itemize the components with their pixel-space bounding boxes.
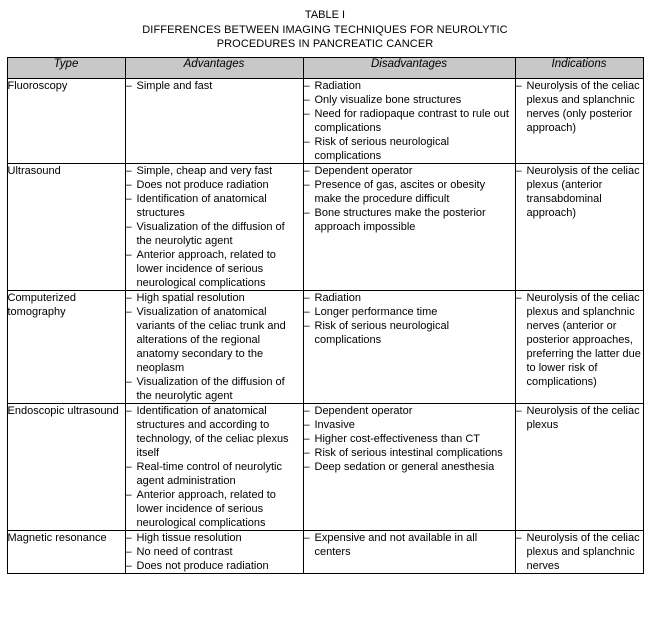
cell-disadvantages bbox=[303, 404, 515, 531]
list-item: – Bone structures make the posterior approach impossible bbox=[304, 206, 515, 234]
indications-list bbox=[516, 291, 643, 389]
list-item: – Identification of anatomical structures and according to technology, of the celiac plexus itself bbox=[126, 404, 303, 460]
list-item: – Risk of serious neurological complications bbox=[304, 319, 515, 347]
list-item: – Does not produce radiation bbox=[126, 559, 303, 573]
disadvantages-list bbox=[304, 291, 515, 347]
list-item: – Deep sedation or general anesthesia bbox=[304, 460, 515, 474]
cell-indications bbox=[515, 79, 643, 164]
comparison-table bbox=[7, 57, 644, 574]
list-item: – High spatial resolution bbox=[126, 291, 303, 305]
disadvantages-list bbox=[304, 404, 515, 474]
list-item: – Neurolysis of the celiac plexus and splanchnic nerves bbox=[516, 531, 643, 573]
table-row bbox=[7, 531, 643, 574]
cell-type: Computerized tomography bbox=[7, 291, 125, 404]
cell-type: Magnetic resonance bbox=[7, 531, 125, 574]
list-item: – High tissue resolution bbox=[126, 531, 303, 545]
list-item: – Neurolysis of the celiac plexus (anterior transabdominal approach) bbox=[516, 164, 643, 220]
list-item: – Only visualize bone structures bbox=[304, 93, 515, 107]
list-item: – Higher cost-effectiveness than CT bbox=[304, 432, 515, 446]
list-item: – Visualization of anatomical variants of the celiac trunk and alterations of the regional anatomy secondary to the neoplasm bbox=[126, 305, 303, 375]
table-number: TABLE I bbox=[304, 9, 346, 21]
cell-advantages bbox=[125, 164, 303, 291]
cell-disadvantages bbox=[303, 531, 515, 574]
indications-list bbox=[516, 79, 643, 135]
indications-list bbox=[516, 531, 643, 573]
list-item: – Simple, cheap and very fast bbox=[126, 164, 303, 178]
list-item: – Longer performance time bbox=[304, 305, 515, 319]
list-item: – Does not produce radiation bbox=[126, 178, 303, 192]
list-item: – Visualization of the diffusion of the neurolytic agent bbox=[126, 375, 303, 403]
cell-indications bbox=[515, 404, 643, 531]
disadvantages-list bbox=[304, 79, 515, 163]
cell-type: Endoscopic ultrasound bbox=[7, 404, 125, 531]
cell-indications bbox=[515, 531, 643, 574]
cell-advantages bbox=[125, 531, 303, 574]
list-item: – Dependent operator bbox=[304, 404, 515, 418]
list-item: – Risk of serious neurological complications bbox=[304, 135, 515, 163]
table-header-row bbox=[7, 58, 643, 79]
column-header-disadvantages: Disadvantages bbox=[303, 58, 515, 79]
list-item: – Simple and fast bbox=[126, 79, 303, 93]
list-item: – Neurolysis of the celiac plexus bbox=[516, 404, 643, 432]
advantages-list bbox=[126, 291, 303, 403]
table-body bbox=[7, 79, 643, 574]
table-caption bbox=[6, 8, 644, 51]
column-header-type: Type bbox=[7, 58, 125, 79]
table-title-line-2: PROCEDURES IN PANCREATIC CANCER bbox=[216, 38, 434, 50]
cell-type: Ultrasound bbox=[7, 164, 125, 291]
cell-type: Fluoroscopy bbox=[7, 79, 125, 164]
list-item: – Invasive bbox=[304, 418, 515, 432]
advantages-list bbox=[126, 79, 303, 93]
cell-disadvantages bbox=[303, 291, 515, 404]
list-item: – Presence of gas, ascites or obesity make the procedure difficult bbox=[304, 178, 515, 206]
list-item: – Identification of anatomical structures bbox=[126, 192, 303, 220]
list-item: – Real-time control of neurolytic agent administration bbox=[126, 460, 303, 488]
disadvantages-list bbox=[304, 164, 515, 234]
list-item: – Expensive and not available in all centers bbox=[304, 531, 515, 559]
table-row bbox=[7, 404, 643, 531]
cell-advantages bbox=[125, 404, 303, 531]
list-item: – Dependent operator bbox=[304, 164, 515, 178]
list-item: – Neurolysis of the celiac plexus and splanchnic nerves (anterior or posterior approaches, preferring the latter due to lower risk of complications) bbox=[516, 291, 643, 389]
list-item: – Radiation bbox=[304, 79, 515, 93]
advantages-list bbox=[126, 164, 303, 290]
table-header bbox=[7, 58, 643, 79]
list-item: – No need of contrast bbox=[126, 545, 303, 559]
list-item: – Neurolysis of the celiac plexus and splanchnic nerves (only posterior approach) bbox=[516, 79, 643, 135]
advantages-list bbox=[126, 404, 303, 530]
indications-list bbox=[516, 404, 643, 432]
cell-disadvantages bbox=[303, 164, 515, 291]
list-item: – Risk of serious intestinal complications bbox=[304, 446, 515, 460]
cell-indications bbox=[515, 291, 643, 404]
advantages-list bbox=[126, 531, 303, 573]
table-row bbox=[7, 164, 643, 291]
list-item: – Anterior approach, related to lower incidence of serious neurological complications bbox=[126, 488, 303, 530]
table-title-line-1: DIFFERENCES BETWEEN IMAGING TECHNIQUES FOR NEUROLYTIC bbox=[142, 24, 508, 36]
table-row bbox=[7, 291, 643, 404]
table-row bbox=[7, 79, 643, 164]
indications-list bbox=[516, 164, 643, 220]
cell-disadvantages bbox=[303, 79, 515, 164]
list-item: – Anterior approach, related to lower incidence of serious neurological complications bbox=[126, 248, 303, 290]
list-item: – Visualization of the diffusion of the neurolytic agent bbox=[126, 220, 303, 248]
list-item: – Need for radiopaque contrast to rule out complications bbox=[304, 107, 515, 135]
cell-indications bbox=[515, 164, 643, 291]
disadvantages-list bbox=[304, 531, 515, 559]
cell-advantages bbox=[125, 79, 303, 164]
cell-advantages bbox=[125, 291, 303, 404]
list-item: – Radiation bbox=[304, 291, 515, 305]
column-header-indications: Indications bbox=[515, 58, 643, 79]
column-header-advantages: Advantages bbox=[125, 58, 303, 79]
